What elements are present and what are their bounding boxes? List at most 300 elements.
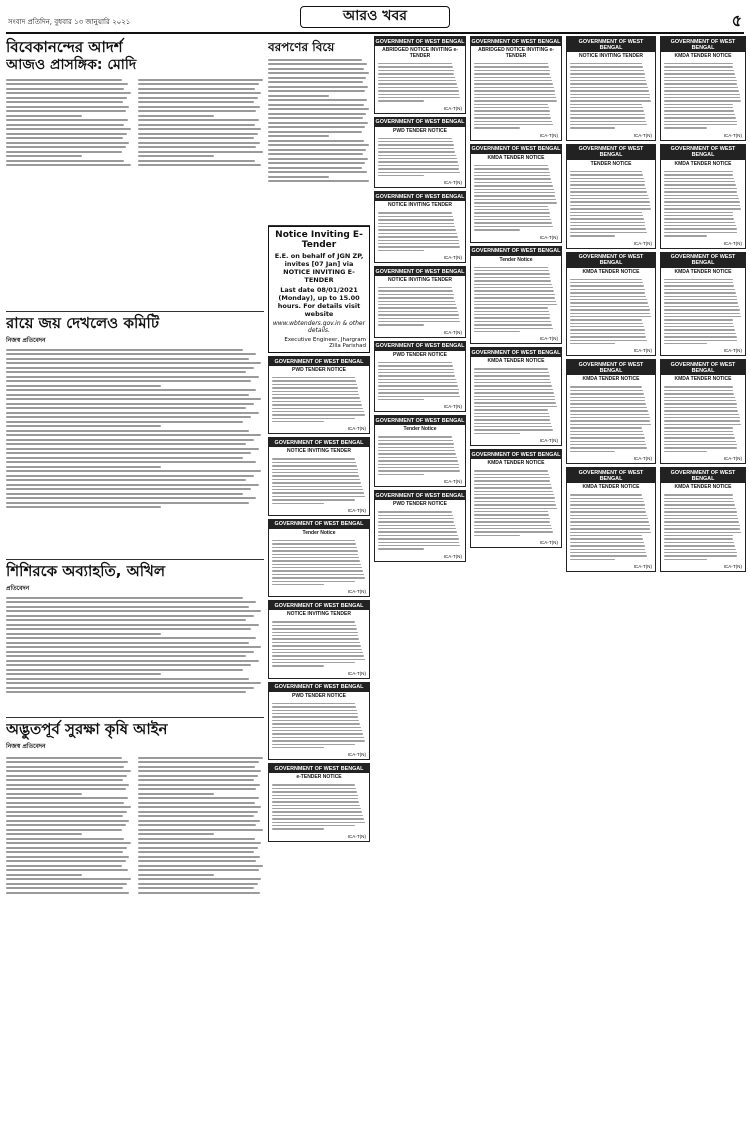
notice-ref: ICA-T(N) (633, 564, 652, 570)
notice-body (567, 168, 655, 240)
notice-ref: ICA-T(N) (347, 670, 366, 676)
text-line (570, 431, 643, 432)
text-line (474, 117, 551, 118)
text-line (6, 506, 161, 508)
text-line (6, 349, 243, 351)
text-line (6, 475, 254, 477)
text-line (272, 458, 355, 459)
text-column (138, 754, 264, 896)
text-line (664, 511, 737, 512)
text-line (378, 70, 454, 71)
text-line (664, 451, 707, 452)
text-line (272, 713, 358, 714)
text-line (664, 184, 736, 185)
text-line (268, 90, 365, 92)
text-line (474, 94, 555, 95)
text-line (570, 94, 650, 95)
text-line (664, 309, 740, 310)
text-line (474, 270, 549, 271)
notice-govt-header: GOVERNMENT OF WEST BENGAL (375, 193, 465, 200)
text-line (272, 730, 362, 731)
text-line (474, 63, 548, 64)
text-line (272, 659, 365, 660)
text-line (272, 818, 364, 819)
notice-list (660, 36, 746, 572)
text-line (570, 521, 649, 522)
notice-govt-header: GOVERNMENT OF WEST BENGAL (269, 683, 369, 692)
notice-title: PWD TENDER NOTICE (292, 367, 346, 373)
text-line (664, 447, 737, 448)
text-line (664, 198, 739, 199)
text-line (474, 216, 550, 217)
text-line (570, 326, 644, 327)
text-line (570, 174, 643, 175)
text-line (6, 160, 124, 162)
text-line (138, 128, 261, 130)
text-line (378, 229, 456, 230)
text-line (6, 833, 82, 835)
text-line (664, 63, 733, 64)
text-line (474, 314, 550, 315)
text-line (664, 191, 737, 192)
tender-notice (566, 144, 656, 249)
notice-body (375, 359, 465, 404)
text-line (6, 371, 246, 373)
tender-notice (566, 467, 656, 572)
text-line (6, 664, 251, 666)
text-line (570, 97, 650, 98)
text-line (474, 178, 551, 179)
text-line (6, 466, 161, 468)
text-line (378, 294, 454, 295)
text-line (570, 208, 651, 209)
text-line (378, 311, 458, 312)
text-line (474, 307, 548, 308)
notice-ref: ICA-T(N) (347, 426, 366, 432)
text-line (378, 151, 455, 152)
text-line (474, 182, 552, 183)
text-line (570, 279, 642, 280)
text-line (378, 165, 459, 166)
text-line (474, 406, 557, 407)
text-line (6, 358, 249, 360)
text-line (272, 418, 355, 419)
text-line (272, 584, 324, 585)
text-line (570, 427, 642, 428)
tender-notice (660, 144, 746, 249)
text-line (268, 95, 329, 97)
text-line (664, 87, 738, 88)
text-line (138, 761, 259, 763)
text-line (138, 770, 261, 772)
text-line (138, 829, 263, 831)
tender-notice (268, 437, 370, 515)
text-line (6, 497, 256, 499)
text-line (664, 535, 733, 536)
text-line (664, 232, 737, 233)
text-line (570, 309, 650, 310)
text-line (138, 806, 261, 808)
notice-ref: ICA-T(N) (539, 540, 558, 546)
text-line (570, 518, 648, 519)
text-line (6, 660, 259, 662)
text-line (664, 414, 739, 415)
text-line (268, 180, 369, 182)
text-line (474, 219, 551, 220)
text-line (474, 474, 549, 475)
text-line (272, 397, 360, 398)
text-line (664, 114, 735, 115)
story-headline: বরপণের বিয়ে (268, 40, 335, 54)
text-line (570, 340, 647, 341)
text-line (570, 80, 646, 81)
text-line (272, 801, 359, 802)
text-line (268, 158, 368, 160)
text-line (378, 447, 454, 448)
notice-govt-header: GOVERNMENT OF WEST BENGAL (375, 119, 465, 126)
text-line (6, 124, 124, 126)
tender-notice (470, 347, 562, 446)
text-line (138, 833, 214, 835)
text-line (378, 304, 456, 305)
text-line (664, 174, 733, 175)
text-line (272, 408, 363, 409)
text-line (664, 195, 738, 196)
text-line (138, 892, 260, 894)
text-line (664, 225, 736, 226)
text-line (664, 282, 733, 283)
text-line (272, 811, 362, 812)
text-line (570, 70, 644, 71)
text-line (138, 106, 260, 108)
text-line (570, 228, 646, 229)
text-line (378, 372, 454, 373)
text-line (138, 79, 263, 81)
text-line (6, 651, 254, 653)
text-line (272, 716, 358, 717)
text-line (6, 642, 249, 644)
text-line (6, 673, 161, 675)
tender-notice (566, 359, 656, 464)
tender-notice (374, 266, 466, 338)
text-line (138, 83, 259, 85)
text-line (664, 279, 733, 280)
text-line (664, 390, 733, 391)
text-line (6, 385, 161, 387)
text-line (6, 815, 123, 817)
text-line (6, 838, 124, 840)
text-line (664, 66, 733, 67)
text-line (664, 107, 733, 108)
text-line (378, 443, 454, 444)
text-line (272, 570, 363, 571)
text-line (378, 138, 452, 139)
text-line (570, 393, 644, 394)
text-line (570, 306, 649, 307)
text-line (378, 321, 460, 322)
text-line (474, 114, 550, 115)
text-line (378, 63, 452, 64)
text-line (138, 757, 263, 759)
text-line (664, 403, 737, 404)
text-line (474, 110, 550, 111)
text-line (474, 206, 548, 207)
text-line (664, 515, 737, 516)
text-line (474, 419, 550, 420)
text-line (474, 511, 548, 512)
tender-notice (268, 600, 370, 678)
text-line (570, 215, 643, 216)
text-line (268, 108, 369, 110)
text-line (378, 369, 454, 370)
text-line (272, 638, 359, 639)
text-line (664, 555, 737, 556)
notice-body (471, 264, 561, 336)
notice-govt-header: GOVERNMENT OF WEST BENGAL (471, 451, 561, 458)
text-line (570, 225, 645, 226)
story-body (6, 754, 264, 896)
text-line (378, 168, 459, 169)
text-line (570, 414, 649, 415)
text-line (6, 892, 129, 894)
text-line (570, 188, 646, 189)
text-line (268, 126, 365, 128)
news-column (6, 36, 264, 1142)
notice-title: NOTICE INVITING TENDER (388, 277, 452, 284)
text-line (272, 744, 355, 745)
text-line (6, 461, 256, 463)
text-line (664, 73, 735, 74)
text-line (6, 646, 261, 648)
notice-ref: ICA-T(N) (347, 507, 366, 513)
text-line (570, 407, 647, 408)
text-line (6, 430, 249, 432)
text-line (474, 324, 552, 325)
text-line (272, 469, 358, 470)
text-line (6, 448, 259, 450)
text-line (570, 343, 615, 344)
text-line (272, 825, 355, 826)
etender-signatory: Executive Engineer, Jhargram Zilla Parishad (284, 337, 366, 349)
text-line (664, 70, 734, 71)
notice-ref: ICA-T(N) (539, 438, 558, 444)
text-line (474, 429, 553, 430)
notice-body (661, 491, 745, 563)
notice-govt-header: GOVERNMENT OF WEST BENGAL (661, 253, 745, 268)
text-line (138, 133, 258, 135)
text-column (6, 754, 132, 896)
text-line (474, 229, 520, 230)
text-line (570, 545, 645, 546)
text-line (272, 720, 359, 721)
text-line (378, 246, 460, 247)
notice-govt-header: GOVERNMENT OF WEST BENGAL (567, 360, 655, 375)
notice-ref: ICA-T(N) (443, 479, 462, 485)
notice-body (567, 383, 655, 455)
text-line (268, 59, 362, 61)
text-line (474, 382, 551, 383)
text-line (378, 144, 454, 145)
text-line (664, 336, 737, 337)
text-line (268, 72, 369, 74)
text-line (664, 431, 733, 432)
text-line (570, 205, 650, 206)
text-line (474, 267, 548, 268)
notice-title: PWD TENDER NOTICE (292, 692, 346, 699)
text-line (474, 494, 554, 495)
text-line (6, 133, 127, 135)
text-line (378, 470, 460, 471)
text-line (474, 518, 550, 519)
story-krishi (6, 718, 264, 1138)
text-line (474, 368, 548, 369)
notice-govt-header: GOVERNMENT OF WEST BENGAL (661, 360, 745, 375)
text-line (664, 205, 740, 206)
text-line (138, 878, 261, 880)
text-line (6, 376, 259, 378)
text-line (570, 124, 647, 125)
text-line (664, 313, 740, 314)
text-line (474, 392, 554, 393)
text-line (474, 284, 552, 285)
text-line (138, 766, 255, 768)
text-line (474, 525, 551, 526)
text-line (570, 222, 645, 223)
text-line (378, 94, 459, 95)
text-line (272, 723, 360, 724)
tender-notice (268, 682, 370, 760)
text-line (664, 316, 741, 317)
text-line (570, 515, 647, 516)
text-line (570, 441, 645, 442)
notice-body (375, 60, 465, 105)
text-line (6, 155, 82, 157)
notice-ref: ICA-T(N) (723, 564, 742, 570)
notice-ref: ICA-T(N) (539, 132, 558, 138)
tender-notice (374, 341, 466, 413)
text-line (664, 181, 735, 182)
text-line (378, 83, 457, 84)
notice-title: KMDA TENDER NOTICE (674, 160, 732, 167)
notice-body (269, 374, 369, 425)
text-line (268, 153, 363, 155)
text-line (474, 396, 555, 397)
text-line (474, 104, 548, 105)
text-line (272, 822, 365, 823)
text-line (378, 155, 456, 156)
text-line (570, 114, 645, 115)
text-line (474, 277, 550, 278)
text-line (378, 318, 459, 319)
text-line (474, 124, 553, 125)
text-line (474, 294, 555, 295)
story-dateline: নিজস্ব প্রতিবেদন (6, 743, 46, 750)
notice-title: PWD TENDER NOTICE (393, 127, 447, 134)
text-line (474, 165, 548, 166)
text-line (570, 494, 642, 495)
text-line (570, 235, 615, 236)
notice-title: KMDA TENDER NOTICE (487, 154, 545, 161)
notice-title: KMDA TENDER NOTICE (487, 358, 545, 365)
text-line (272, 791, 357, 792)
text-line (138, 865, 263, 867)
text-line (6, 779, 123, 781)
text-line (6, 793, 82, 795)
text-line (378, 389, 459, 390)
text-line (138, 838, 255, 840)
text-line (272, 632, 358, 633)
text-line (570, 198, 649, 199)
notices-column-e (566, 36, 656, 1142)
text-line (272, 462, 356, 463)
notice-govt-header: GOVERNMENT OF WEST BENGAL (567, 253, 655, 268)
text-line (664, 444, 737, 445)
tender-notice (660, 467, 746, 572)
text-line (6, 797, 128, 799)
text-line (664, 552, 737, 553)
text-line (378, 474, 424, 475)
text-line (6, 416, 251, 418)
text-line (474, 273, 550, 274)
tender-notice (268, 519, 370, 597)
notice-list (374, 36, 466, 562)
text-line (570, 437, 645, 438)
text-line (378, 538, 459, 539)
text-line (6, 757, 122, 759)
text-line (664, 504, 735, 505)
text-line (268, 81, 363, 83)
text-line (272, 404, 362, 405)
text-line (6, 92, 131, 94)
page-number: ৫ (731, 11, 742, 30)
text-line (570, 555, 647, 556)
text-line (474, 423, 551, 424)
text-line (272, 635, 358, 636)
notice-body (661, 168, 745, 240)
text-line (570, 73, 645, 74)
text-line (272, 557, 359, 558)
text-line (6, 887, 123, 889)
text-line (570, 110, 644, 111)
text-line (6, 380, 251, 382)
text-line (6, 811, 127, 813)
text-line (272, 645, 361, 646)
text-line (664, 222, 735, 223)
text-line (6, 398, 261, 400)
text-line (378, 385, 458, 386)
text-line (474, 514, 549, 515)
text-line (570, 333, 645, 334)
text-line (378, 399, 424, 400)
text-line (474, 409, 548, 410)
story-headline: রায়ে জয় দেখলেও কমিটি (6, 314, 160, 332)
text-line (272, 554, 358, 555)
etender-deadline: Last date 08/01/2021 (Monday), up to 15.00 hours. For details visit website (277, 286, 361, 318)
text-line (474, 297, 555, 298)
text-line (570, 66, 643, 67)
text-line (6, 860, 126, 862)
text-line (272, 540, 355, 541)
text-line (6, 806, 131, 808)
text-line (474, 311, 549, 312)
text-line (570, 447, 647, 448)
text-line (272, 642, 360, 643)
text-line (6, 874, 82, 876)
text-line (474, 83, 553, 84)
notice-body (269, 700, 369, 751)
text-line (474, 121, 552, 122)
text-line (272, 414, 365, 415)
